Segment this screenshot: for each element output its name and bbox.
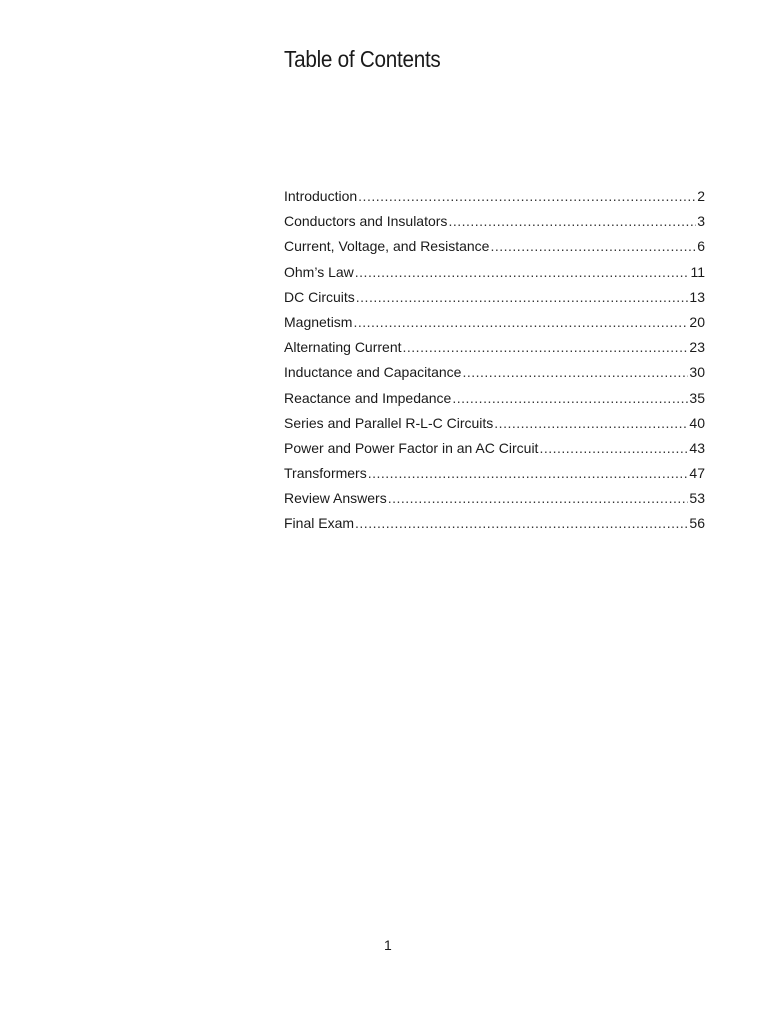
toc-entry-current-voltage-resistance[interactable] xyxy=(284,234,705,259)
dot-leader xyxy=(448,209,696,234)
toc-entry-page: 35 xyxy=(689,389,705,406)
dot-leader xyxy=(462,360,688,385)
toc-entry-conductors-and-insulators[interactable] xyxy=(284,209,705,234)
dot-leader xyxy=(356,285,689,310)
toc-entry-inductance-and-capacitance[interactable] xyxy=(284,360,705,385)
toc-entry-page: 6 xyxy=(697,238,705,255)
toc-entry-page: 2 xyxy=(697,188,705,204)
toc-entry-page: 40 xyxy=(689,414,705,431)
toc-entry-page: 43 xyxy=(689,439,705,456)
dot-leader xyxy=(355,511,688,536)
toc-entry-review-answers[interactable] xyxy=(284,486,705,511)
dot-leader xyxy=(403,335,689,360)
dot-leader xyxy=(494,411,688,436)
toc-entry-title: Introduction xyxy=(284,188,358,204)
toc-entry-reactance-and-impedance[interactable] xyxy=(284,386,705,411)
toc-entry-page: 3 xyxy=(697,213,705,230)
toc-entry-title: Reactance and Impedance xyxy=(284,389,452,406)
toc-entry-page: 20 xyxy=(689,313,705,330)
dot-leader xyxy=(452,386,688,411)
table-of-contents xyxy=(284,184,705,537)
toc-entry-magnetism[interactable] xyxy=(284,310,705,335)
dot-leader xyxy=(353,310,688,335)
toc-entry-alternating-current[interactable] xyxy=(284,335,705,360)
dot-leader xyxy=(368,461,689,486)
toc-entry-title: Inductance and Capacitance xyxy=(284,364,462,381)
toc-entry-page: 53 xyxy=(689,490,705,507)
dot-leader xyxy=(388,486,689,511)
toc-entry-final-exam[interactable] xyxy=(284,511,705,536)
toc-entry-title: Magnetism xyxy=(284,313,353,330)
dot-leader xyxy=(355,260,690,285)
toc-entry-series-parallel-rlc[interactable] xyxy=(284,411,705,436)
toc-entry-page: 11 xyxy=(690,263,705,280)
page-number: 1 xyxy=(384,937,392,953)
toc-entry-title: Conductors and Insulators xyxy=(284,213,448,230)
toc-entry-title: Ohm’s Law xyxy=(284,263,354,280)
dot-leader xyxy=(490,234,696,259)
toc-entry-title: Current, Voltage, and Resistance xyxy=(284,238,490,255)
toc-entry-page: 30 xyxy=(689,364,705,381)
toc-entry-title: DC Circuits xyxy=(284,288,355,305)
toc-entry-page: 23 xyxy=(689,339,705,356)
toc-entry-power-factor[interactable] xyxy=(284,436,705,461)
dot-leader xyxy=(539,436,688,461)
toc-entry-introduction[interactable] xyxy=(284,184,705,209)
toc-entry-page: 13 xyxy=(689,288,705,305)
toc-entry-title: Review Answers xyxy=(284,490,387,507)
toc-entry-title: Alternating Current xyxy=(284,339,402,356)
toc-entry-title: Transformers xyxy=(284,465,367,482)
dot-leader xyxy=(358,184,696,209)
page-title: Table of Contents xyxy=(284,46,441,72)
toc-entry-page: 47 xyxy=(689,465,705,482)
toc-entry-dc-circuits[interactable] xyxy=(284,285,705,310)
toc-entry-page: 56 xyxy=(689,515,705,532)
toc-entry-transformers[interactable] xyxy=(284,461,705,486)
toc-entry-ohms-law[interactable] xyxy=(284,260,705,285)
toc-entry-title: Series and Parallel R-L-C Circuits xyxy=(284,414,494,431)
toc-entry-title: Final Exam xyxy=(284,515,355,532)
toc-entry-title: Power and Power Factor in an AC Circuit xyxy=(284,439,539,456)
